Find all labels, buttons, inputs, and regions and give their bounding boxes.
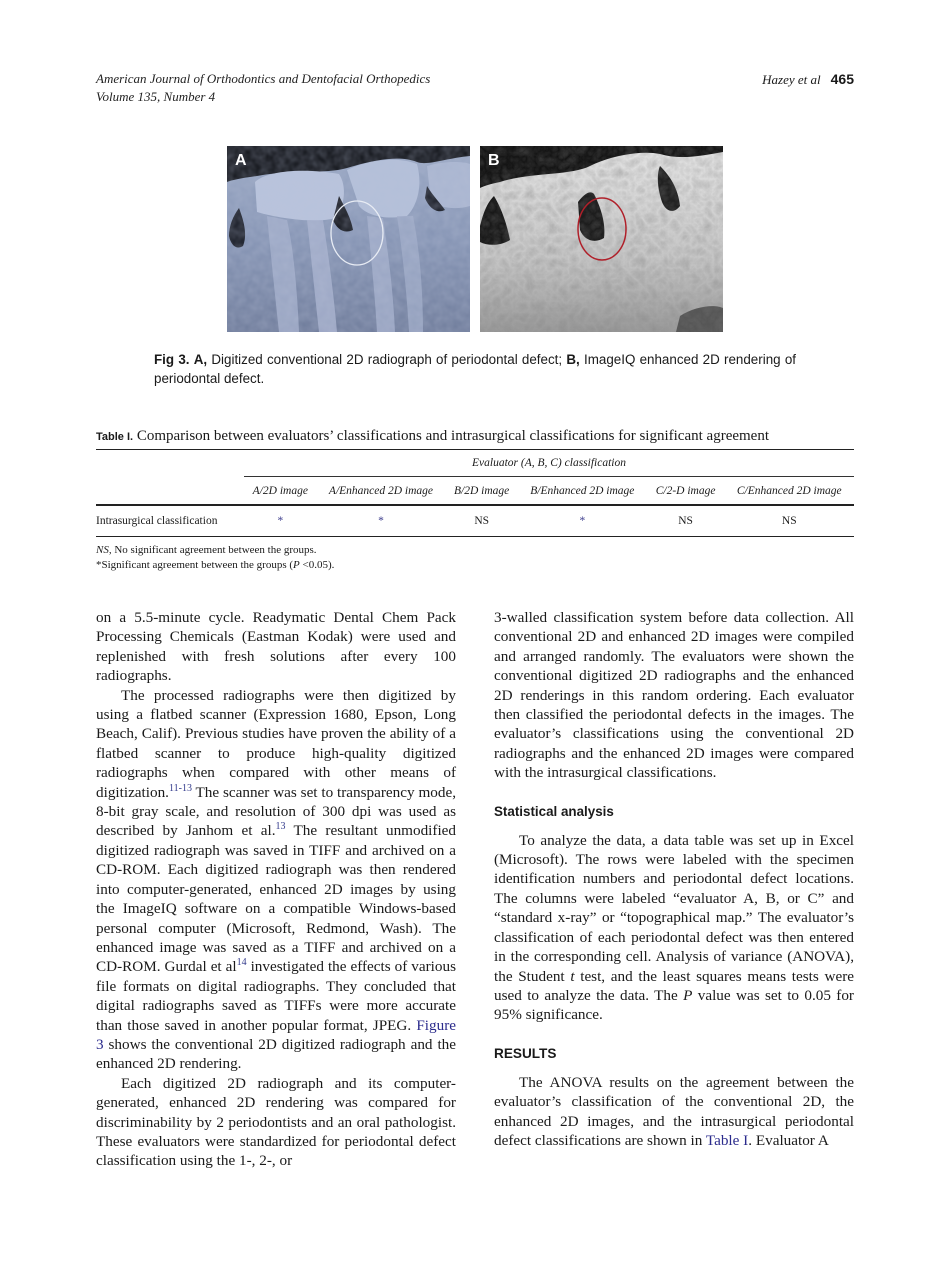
figure-panel-b (480, 146, 723, 332)
body-column-left (96, 608, 456, 1171)
caption-b-text: ImageIQ enhanced 2D rendering of periodontal defect. (154, 352, 796, 386)
body-column-right (494, 608, 854, 1150)
text-run: The processed radiographs were then digitized by using a flatbed scanner (Expression 1680, Epson, Long Beach, Calif). Previous studies have proven the ability of a flatbed scanner to produce high-quality digitized radiographs when compared with other means of digitization. (96, 686, 456, 801)
italic-p: P (683, 986, 693, 1004)
paragraph: 3-walled classification system before data collection. All conventional 2D and enhanced 2D images were compiled and arranged randomly. The evaluators were shown the conventional digitized 2D radiographs and the enhanced 2D renderings in this random ordering. Each evaluator then classified the periodontal defects in the images. The evaluator’s classifications using the conventional 2D radiographs and the enhanced 2D images were compared with the intrasurgical classifications. (494, 609, 854, 782)
text-run: shows the conventional 2D digitized radiograph and the enhanced 2D rendering. (96, 1035, 456, 1073)
column-header: C/2-D image (647, 477, 725, 505)
footnote-ns (96, 543, 854, 558)
table-1 (96, 426, 854, 573)
column-header: A/Enhanced 2D image (317, 477, 446, 505)
text-run: The resultant unmodified digitized radiograph was saved in TIFF and archived on a CD-ROM. Each digitized radiograph was then rendered into computer-generated, enhanced 2D images by using the ImageIQ software on a compatible Windows-based personal computer (Microsoft, Redmond, Wash). The enhanced image was saved as a TIFF and archived on a CD-ROM. Gurdal et al (96, 822, 457, 976)
caption-b-label: B, (566, 352, 580, 367)
running-header-page (762, 70, 854, 89)
section-heading-statistical-analysis: Statistical analysis (494, 803, 614, 819)
page-number: 465 (830, 71, 854, 87)
table-title (96, 426, 854, 447)
paragraph (96, 686, 456, 1074)
citation-link[interactable]: 13 (275, 821, 286, 833)
figure-3-link[interactable]: Figure 3 (96, 1016, 456, 1053)
citation-link[interactable]: 14 (236, 957, 247, 969)
text-run: test, and the least squares means tests were used to analyze the data. The (494, 967, 854, 1004)
table-label: Table I. (96, 431, 134, 443)
text-run: The ANOVA results on the agreement between the evaluator’s classification of the conventional 2D, the enhanced 2D images, and the intrasurgical periodontal defect classifications are shown in (494, 1073, 854, 1149)
text-run: value was set to 0.05 for 95% significance. (494, 986, 854, 1024)
journal-title: American Journal of Orthodontics and Dentofacial Orthopedics (96, 71, 431, 86)
figure-panel-a (227, 146, 470, 332)
footnote-sig-pre: *Significant agreement between the groups ( (96, 559, 294, 571)
table-grid (96, 477, 854, 537)
table-footnotes (96, 543, 854, 573)
panel-label-a: A (235, 152, 247, 169)
table-cell: NS (724, 505, 854, 537)
figure-label: Fig 3. (154, 352, 190, 367)
table-header-blank (96, 477, 244, 505)
paragraph (494, 1073, 854, 1151)
table-cell: * (518, 505, 647, 537)
figure-caption (154, 350, 796, 388)
caption-a-text: Digitized conventional 2D radiograph of periodontal defect; (207, 352, 567, 367)
text-run: To analyze the data, a data table was set up in Excel (Microsoft). The rows were labeled with the specimen identification numbers and periodontal defect locations. The columns were labeled “evaluator A, B, or C” and “standard x-ray” or “topographical map.” The evaluator’s classification of each periodontal defect was then entered in the corresponding cell. Analysis of variance (ANOVA), the Student (494, 831, 854, 985)
table-group-header: Evaluator (A, B, C) classification (472, 457, 626, 469)
enhanced-rendering-image (480, 146, 723, 332)
caption-a-label: A, (193, 352, 208, 367)
text-run: The scanner was set to transparency mode, 8-bit gray scale, and resolution of 300 dpi was used as described by Janhom et al. (96, 783, 456, 840)
column-header: C/Enhanced 2D image (724, 477, 854, 505)
section-heading-results: RESULTS (494, 1045, 557, 1061)
table-cell: * (317, 505, 446, 537)
panel-label-b: B (488, 152, 500, 169)
paragraph (494, 831, 854, 1025)
footnote-ns-text: No significant agreement between the groups. (111, 544, 317, 556)
column-header: B/Enhanced 2D image (518, 477, 647, 505)
running-header-journal (96, 70, 430, 106)
footnote-sig-post: <0.05). (299, 559, 335, 571)
journal-volume: Volume 135, Number 4 (96, 89, 216, 104)
table-1-link[interactable]: Table I (705, 1131, 749, 1149)
table-title-text: Comparison between evaluators’ classifications and intrasurgical classifications for significant agreement (136, 428, 769, 444)
table-header-row (96, 477, 854, 505)
paragraph: Each digitized 2D radiograph and its computer-generated, enhanced 2D rendering was compared for discriminability by 2 periodontists and an oral pathologist. These evaluators were standardized for periodontal defect classification using the 1-, 2-, or (96, 1074, 456, 1170)
footnote-sig-p: P (293, 559, 300, 571)
italic-t: t (570, 967, 575, 985)
column-header: B/2D image (445, 477, 518, 505)
table-cell: NS (647, 505, 725, 537)
footnote-ns-abbr: NS, (96, 544, 112, 556)
running-header-authors: Hazey et al (762, 72, 821, 87)
radiograph-image (227, 146, 470, 332)
table-cell: NS (445, 505, 518, 537)
text-run: . Evaluator A (748, 1131, 829, 1149)
column-header: A/2D image (244, 477, 317, 505)
text-run: investigated the effects of various file formats on digital radiographs. They concluded that digital radiographs saved as TIFFs were more accurate than those saved in another popular format, JPEG. (96, 958, 456, 1034)
row-label: Intrasurgical classification (96, 505, 244, 537)
citation-link[interactable]: 11-13 (168, 782, 192, 794)
footnote-significance (96, 558, 854, 573)
table-cell: * (244, 505, 317, 537)
table-row (96, 505, 854, 537)
paragraph: on a 5.5-minute cycle. Readymatic Dental Chem Pack Processing Chemicals (Eastman Kodak) were used and replenished with fresh solutions after every 100 radiographs. (96, 609, 456, 685)
